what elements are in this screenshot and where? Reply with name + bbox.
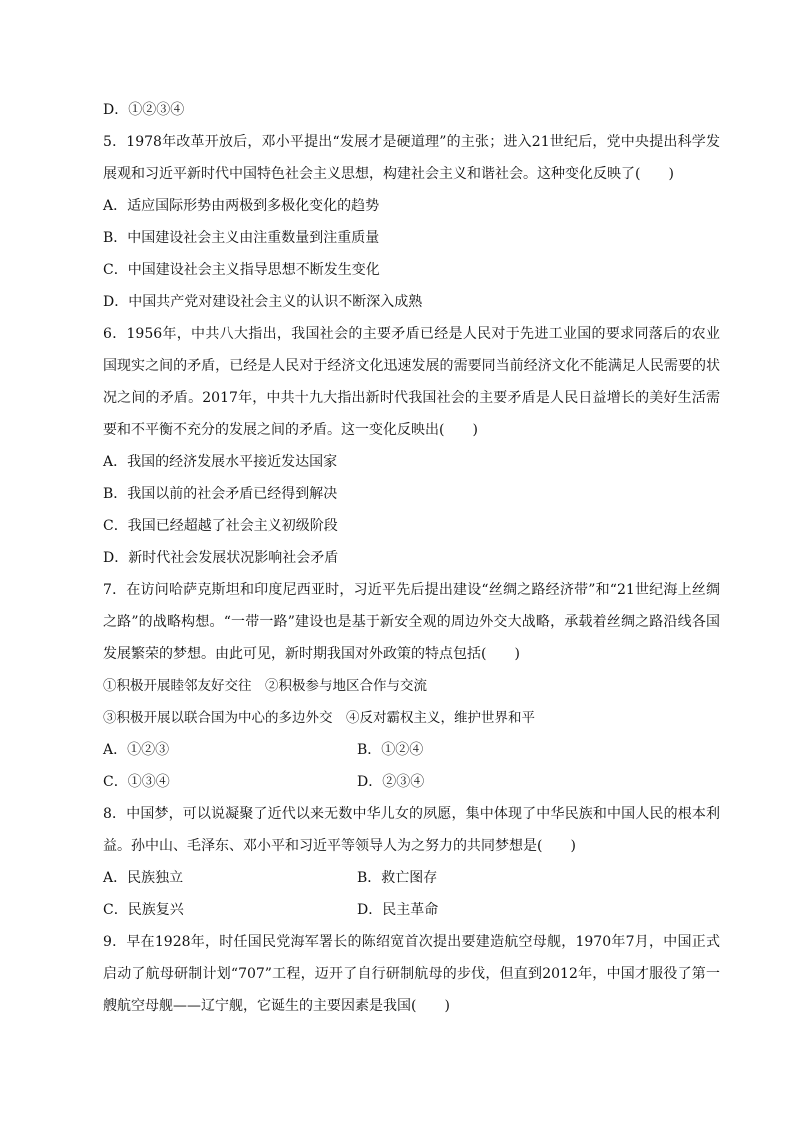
q8-option-c: C．民族复兴 [103, 902, 184, 918]
question-content [103, 94, 720, 1022]
q8-options-row-2 [103, 894, 720, 926]
q5-option-b: B．中国建设社会主义由注重数量到注重质量 [103, 230, 380, 246]
q9-stem: 9．早在1928年，时任国民党海军署长的陈绍宽首次提出要建造航空母舰，1970年7月，中国正式启动了航母研制计划“707”工程，迈开了自行研制航母的步伐，但直到2012年，中国才服役了第一艘航空母舰——辽宁舰，它诞生的主要因素是我国( ) [103, 934, 720, 1014]
q6-option-d: D．新时代社会发展状况影响社会矛盾 [103, 550, 339, 566]
q5-option-d: D．中国共产党对建设社会主义的认识不断深入成熟 [103, 294, 423, 310]
q6-option-b: B．我国以前的社会矛盾已经得到解决 [103, 486, 338, 502]
q7-items-line-1: ①积极开展睦邻友好交往 ②积极参与地区合作与交流 [103, 678, 427, 694]
q6-option-a: A．我国的经济发展水平接近发达国家 [103, 454, 338, 470]
q7-stem: 7．在访问哈萨克斯坦和印度尼西亚时，习近平先后提出建设“丝绸之路经济带”和“21世纪海上丝绸之路”的战略构想。“一带一路”建设也是基于新安全观的周边外交大战略，承载着丝绸之路沿线各国发展繁荣的梦想。由此可见，新时期我国对外政策的特点包括( ) [103, 582, 720, 662]
q8-option-a: A．民族独立 [103, 870, 184, 886]
q7-option-c: C．①③④ [103, 774, 170, 790]
q7-options-row-1 [103, 734, 720, 766]
q7-option-a: A．①②③ [103, 742, 170, 758]
q6-stem: 6．1956年，中共八大指出，我国社会的主要矛盾已经是人民对于先进工业国的要求同落后的农业国现实之间的矛盾，已经是人民对于经济文化迅速发展的需要同当前经济文化不能满足人民需要的状况之间的矛盾。2017年，中共十九大指出新时代我国社会的主要矛盾是人民日益增长的美好生活需要和不平衡不充分的发展之间的矛盾。这一变化反映出( ) [103, 326, 720, 438]
q5-option-c: C．中国建设社会主义指导思想不断发生变化 [103, 262, 380, 278]
q7-option-d: D．②③④ [357, 774, 425, 790]
q8-stem: 8．中国梦，可以说凝聚了近代以来无数中华儿女的夙愿，集中体现了中华民族和中国人民的根本利益。孙中山、毛泽东、邓小平和习近平等领导人为之努力的共同梦想是( ) [103, 806, 720, 854]
q6-option-c: C．我国已经超越了社会主义初级阶段 [103, 518, 338, 534]
q5-stem: 5．1978年改革开放后，邓小平提出“发展才是硬道理”的主张；进入21世纪后，党中央提出科学发展观和习近平新时代中国特色社会主义思想，构建社会主义和谐社会。这种变化反映了( ) [103, 134, 720, 182]
q7-options-row-2 [103, 766, 720, 798]
q8-option-d: D．民主革命 [357, 902, 439, 918]
q5-option-a: A．适应国际形势由两极到多极化变化的趋势 [103, 198, 380, 214]
q8-options-row-1 [103, 862, 720, 894]
q7-option-b: B．①②④ [357, 742, 424, 758]
q8-option-b: B．救亡图存 [357, 870, 438, 886]
q4-option-d: D．①②③④ [103, 102, 185, 118]
q7-items-line-2: ③积极开展以联合国为中心的多边外交 ④反对霸权主义，维护世界和平 [103, 710, 535, 726]
